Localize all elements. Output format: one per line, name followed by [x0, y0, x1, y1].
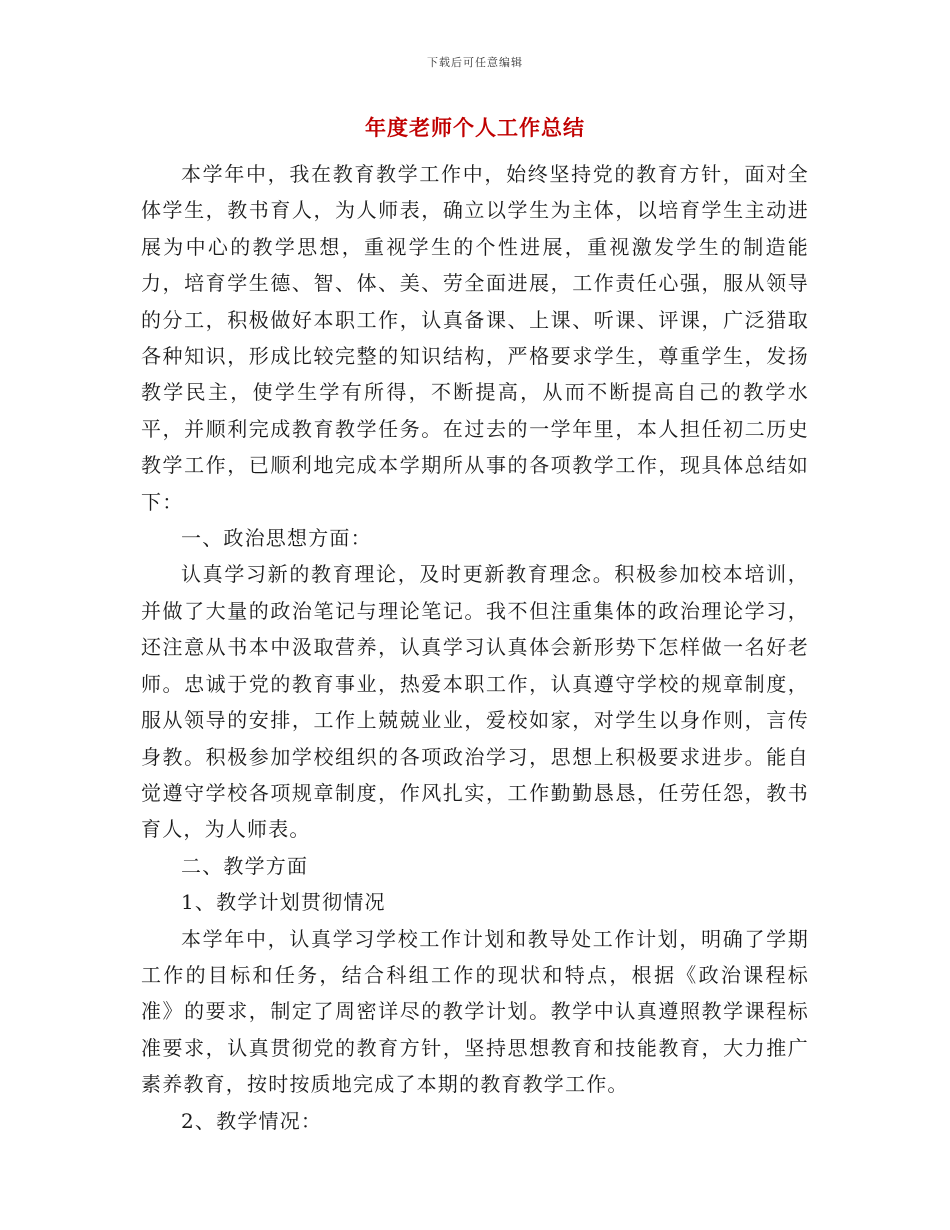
- section-heading-politics: 一、政治思想方面：: [181, 526, 372, 551]
- document-title: 年度老师个人工作总结: [365, 115, 585, 140]
- subheading-teaching-plan: 1、教学计划贯彻情况: [181, 890, 386, 915]
- paragraph-teaching-plan: 本学年中，认真学习学校工作计划和教导处工作计划，明确了学期工作的目标和任务，结合科组工作的现状和特点，根据《政治课程标准》的要求，制定了周密详尽的教学计划。教学中认真遵照教学课程标准要求，认真贯彻党的教育方针，坚持思想教育和技能教育，大力推广素养教育，按时按质地完成了本期的教育教学工作。: [141, 926, 809, 1097]
- document-body: [141, 156, 809, 1139]
- section-heading-teaching: 二、教学方面: [181, 853, 309, 878]
- header-note: 下载后可任意编辑: [427, 56, 523, 69]
- subheading-teaching-situation: 2、教学情况：: [181, 1108, 323, 1133]
- paragraph-intro: 本学年中，我在教育教学工作中，始终坚持党的教育方针，面对全体学生，教书育人，为人师表，确立以学生为主体，以培育学生主动进展为中心的教学思想，重视学生的个性进展，重视激发学生的制造能力，培育学生德、智、体、美、劳全面进展，工作责任心强，服从领导的分工，积极做好本职工作，认真备课、上课、听课、评课，广泛猎取各种知识，形成比较完整的知识结构，严格要求学生，尊重学生，发扬教学民主，使学生学有所得，不断提高，从而不断提高自己的教学水平，并顺利完成教育教学任务。在过去的一学年里，本人担任初二历史教学工作，已顺利地完成本学期所从事的各项教学工作，现具体总结如下：: [141, 162, 809, 514]
- paragraph-politics: 认真学习新的教育理论，及时更新教育理念。积极参加校本培训，并做了大量的政治笔记与理论笔记。我不但注重集体的政治理论学习，还注意从书本中汲取营养，认真学习认真体会新形势下怎样做一名好老师。忠诚于党的教育事业，热爱本职工作，认真遵守学校的规章制度，服从领导的安排，工作上兢兢业业，爱校如家，对学生以身作则，言传身教。积极参加学校组织的各项政治学习，思想上积极要求进步。能自觉遵守学校各项规章制度，作风扎实，工作勤勤恳恳，任劳任怨，教书育人，为人师表。: [141, 562, 809, 842]
